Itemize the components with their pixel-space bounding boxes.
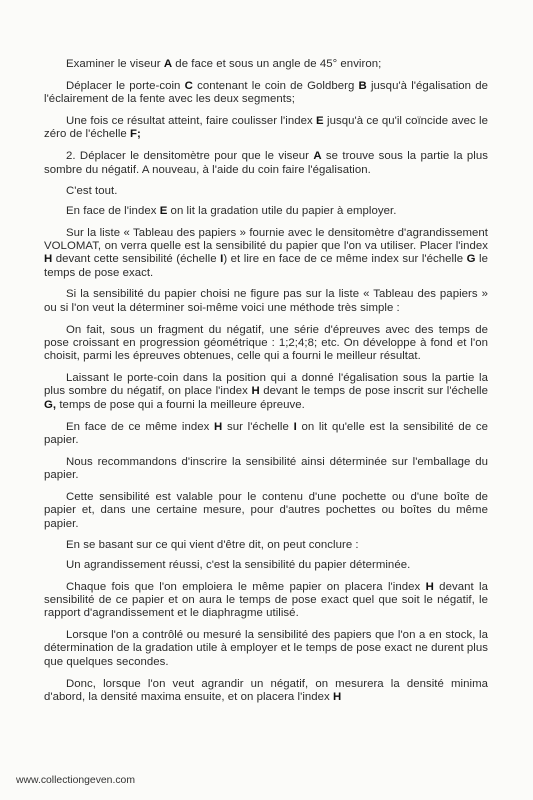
bold-reference: E bbox=[159, 204, 168, 217]
text-run: devant la sensibilité de ce papier et on aura le temps de pose exact quel que soit le négatif, le rapport d'agrandissement et le diaphragme utilisé. bbox=[44, 580, 488, 620]
text-run: de face et sous un angle de 45° environ; bbox=[172, 58, 382, 70]
bold-reference: A bbox=[163, 58, 173, 70]
text-run: En face de ce même index bbox=[66, 420, 215, 433]
paragraph bbox=[44, 150, 488, 177]
paragraph bbox=[44, 58, 488, 71]
body-text bbox=[44, 58, 488, 713]
paragraph bbox=[44, 581, 488, 621]
text-run: temps de pose qui a fourni la meilleure épreuve. bbox=[56, 398, 305, 411]
bold-reference: G bbox=[466, 253, 476, 266]
text-run: Examiner le viseur bbox=[66, 58, 164, 70]
paragraph bbox=[44, 288, 488, 315]
bold-reference: I bbox=[220, 253, 224, 266]
paragraph bbox=[44, 629, 488, 669]
text-run: Si la sensibilité du papier choisi ne figure pas sur la liste « Tableau des papiers » ou si l'on veut la déterminer soi-même voici une méthode très simple : bbox=[44, 288, 488, 314]
text-run: En se basant sur ce qui vient d'être dit, on peut conclure : bbox=[66, 539, 359, 552]
paragraph bbox=[44, 324, 488, 364]
paragraph bbox=[44, 559, 488, 572]
paragraph bbox=[44, 421, 488, 448]
bold-reference: C bbox=[184, 79, 193, 92]
text-run: Un agrandissement réussi, c'est la sensibilité du papier déterminée. bbox=[66, 558, 411, 571]
text-run: Lorsque l'on a contrôlé ou mesuré la sensibilité des papiers que l'on a en stock, la détermination de la gradation utile à employer et le temps de pose exact ne durent plus que quelques secondes. bbox=[44, 629, 488, 668]
bold-reference: F; bbox=[130, 128, 141, 141]
text-run: C'est tout. bbox=[66, 185, 118, 198]
paragraph bbox=[44, 491, 488, 531]
paragraph bbox=[44, 678, 488, 705]
paragraph bbox=[44, 539, 488, 552]
text-run: Donc, lorsque l'on veut agrandir un négatif, on mesurera la densité minima d'abord, la densité maxima ensuite, et on placera l'index bbox=[44, 677, 488, 703]
bold-reference: E bbox=[316, 115, 324, 128]
bold-reference: A bbox=[313, 150, 322, 163]
bold-reference: G, bbox=[44, 398, 57, 411]
paragraph bbox=[44, 185, 488, 198]
text-run: On fait, sous un fragment du négatif, une série d'épreuves avec des temps de pose croissant en progression géométrique : 1;2;4;8; etc. On développe à fond et l'on choisit, parmi les épreuves obtenues, celle qui a fourni le meilleur résultat. bbox=[44, 323, 488, 363]
text-run: devant le temps de pose inscrit sur l'échelle bbox=[259, 385, 488, 398]
paragraph bbox=[44, 80, 488, 107]
text-run: on lit qu'elle est la sensibilité de ce papier. bbox=[44, 420, 489, 446]
text-run: jusqu'à ce qu'il coïncide avec le zéro de l'échelle bbox=[44, 115, 489, 141]
text-run: Sur la liste « Tableau des papiers » fournie avec le densitomètre d'agrandissement VOLOMAT, on verra quelle est la sensibilité du papier que l'on va utiliser. Placer l'index bbox=[44, 226, 488, 252]
bold-reference: I bbox=[293, 420, 297, 433]
paragraph bbox=[44, 205, 488, 218]
text-run: jusqu'à l'égalisation de l'éclairement de la fente avec les deux segments; bbox=[44, 79, 488, 106]
text-run: Déplacer le porte-coin bbox=[66, 79, 185, 92]
text-run: Chaque fois que l'on emploiera le même papier on placera l'index bbox=[66, 580, 426, 593]
text-run: devant cette sensibilité (échelle bbox=[52, 253, 221, 266]
paragraph bbox=[44, 372, 488, 412]
bold-reference: H bbox=[333, 690, 342, 703]
text-run: En face de l'index bbox=[66, 204, 160, 217]
source-watermark: www.collectiongeven.com bbox=[16, 775, 135, 786]
text-run: contenant le coin de Goldberg bbox=[192, 79, 359, 92]
bold-reference: H bbox=[425, 580, 434, 593]
text-run: Cette sensibilité est valable pour le contenu d'une pochette ou d'une boîte de papier et, dans une certaine mesure, pour d'autres pochettes ou boîtes du même papier. bbox=[44, 490, 488, 530]
paragraph bbox=[44, 456, 488, 483]
text-run: Une fois ce résultat atteint, faire coulisser l'index bbox=[66, 115, 317, 128]
paragraph bbox=[44, 227, 488, 280]
text-run: le temps de pose exact. bbox=[44, 253, 488, 279]
bold-reference: H bbox=[44, 253, 53, 266]
text-run: sur l'échelle bbox=[222, 420, 294, 433]
text-run: on lit la gradation utile du papier à employer. bbox=[167, 204, 397, 217]
bold-reference: B bbox=[358, 79, 367, 92]
text-run: ) et lire en face de ce même index sur l'échelle bbox=[223, 253, 467, 266]
text-run: se trouve sous la partie la plus sombre du négatif. A nouveau, à l'aide du coin faire l'égalisation. bbox=[44, 150, 488, 176]
text-run: 2. Déplacer le densitomètre pour que le viseur bbox=[66, 150, 314, 163]
text-run: Nous recommandons d'inscrire la sensibilité ainsi déterminée sur l'emballage du papier. bbox=[44, 455, 488, 482]
text-run: Laissant le porte-coin dans la position qui a donné l'égalisation sous la partie la plus sombre du négatif, on place l'index bbox=[44, 372, 488, 398]
bold-reference: H bbox=[214, 420, 223, 433]
paragraph bbox=[44, 115, 488, 142]
bold-reference: H bbox=[251, 385, 260, 398]
